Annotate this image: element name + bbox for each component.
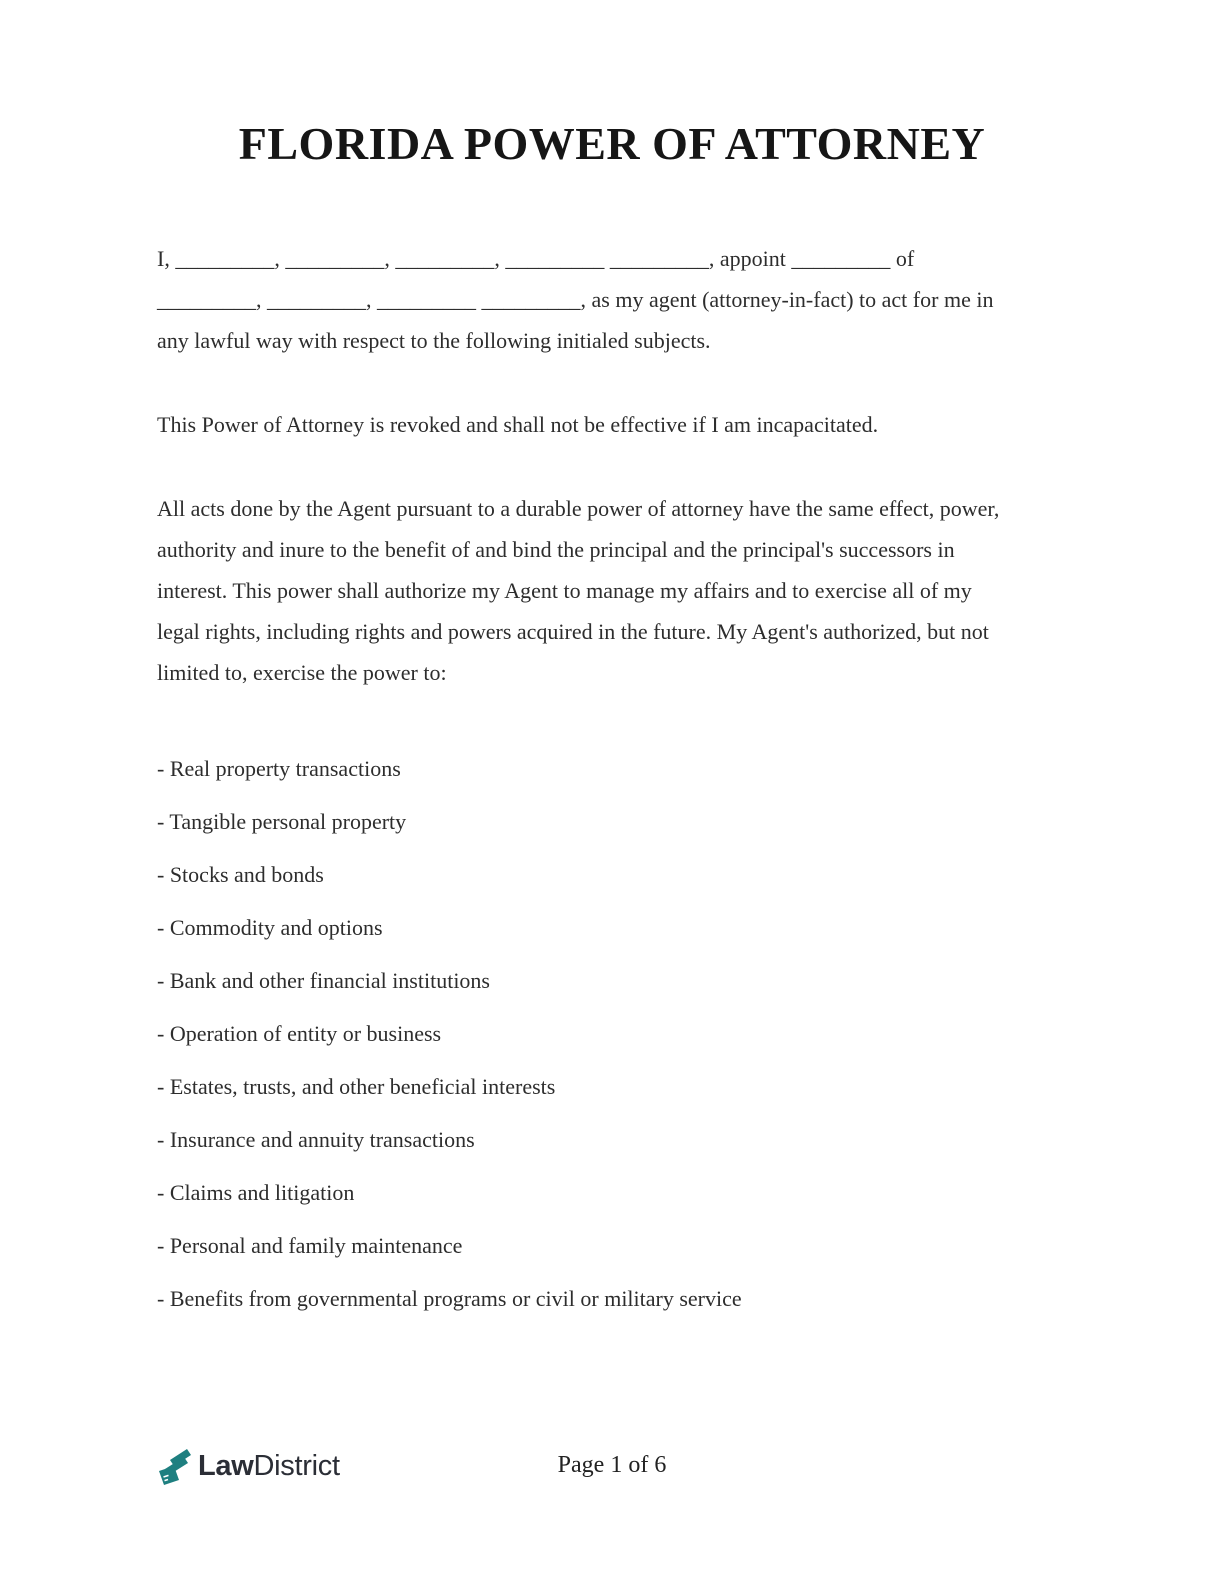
page-footer — [157, 1442, 1067, 1490]
paragraph-revocation: This Power of Attorney is revoked and shall not be effective if I am incapacitated. — [157, 412, 879, 437]
paragraph-appointment: I, _________, _________, _________, _________ _________, appoint _________ of _________, _________, _________ _________, as my agent (attorney-in-fact) to act for me in any lawful way with respect to the following initialed subjects. — [157, 246, 994, 353]
document-title: FLORIDA POWER OF ATTORNEY — [238, 118, 986, 169]
subjects-list — [157, 748, 1017, 1319]
subject-item: - Benefits from governmental programs or civil or military service — [157, 1286, 742, 1311]
lawdistrict-stacked-cards-icon — [157, 1446, 191, 1486]
subject-item: - Tangible personal property — [157, 809, 407, 834]
paragraph-durable-power: All acts done by the Agent pursuant to a durable power of attorney have the same effect, power, authority and inure to the benefit of and bind the principal and the principal's successors in interest. This power shall authorize my Agent to manage my affairs and to exercise all of my legal rights, including rights and powers acquired in the future. My Agent's authorized, but not limited to, exercise the power to: — [157, 496, 1000, 685]
logo-text-law: Law — [198, 1449, 254, 1482]
subject-item: - Commodity and options — [157, 915, 383, 940]
subject-item: - Estates, trusts, and other beneficial interests — [157, 1074, 556, 1099]
subject-item: - Stocks and bonds — [157, 862, 324, 887]
subject-item: - Insurance and annuity transactions — [157, 1127, 475, 1152]
lawdistrict-logo-text — [198, 1450, 340, 1483]
page-number: Page 1 of 6 — [557, 1452, 667, 1478]
subject-item: - Operation of entity or business — [157, 1021, 442, 1046]
document-body — [157, 238, 1017, 1319]
subject-item: - Bank and other financial institutions — [157, 968, 490, 993]
subject-item: - Claims and litigation — [157, 1180, 355, 1205]
subject-item: - Real property transactions — [157, 756, 401, 781]
subject-item: - Personal and family maintenance — [157, 1233, 463, 1258]
logo-text-district: District — [253, 1449, 340, 1482]
lawdistrict-logo — [157, 1446, 340, 1486]
